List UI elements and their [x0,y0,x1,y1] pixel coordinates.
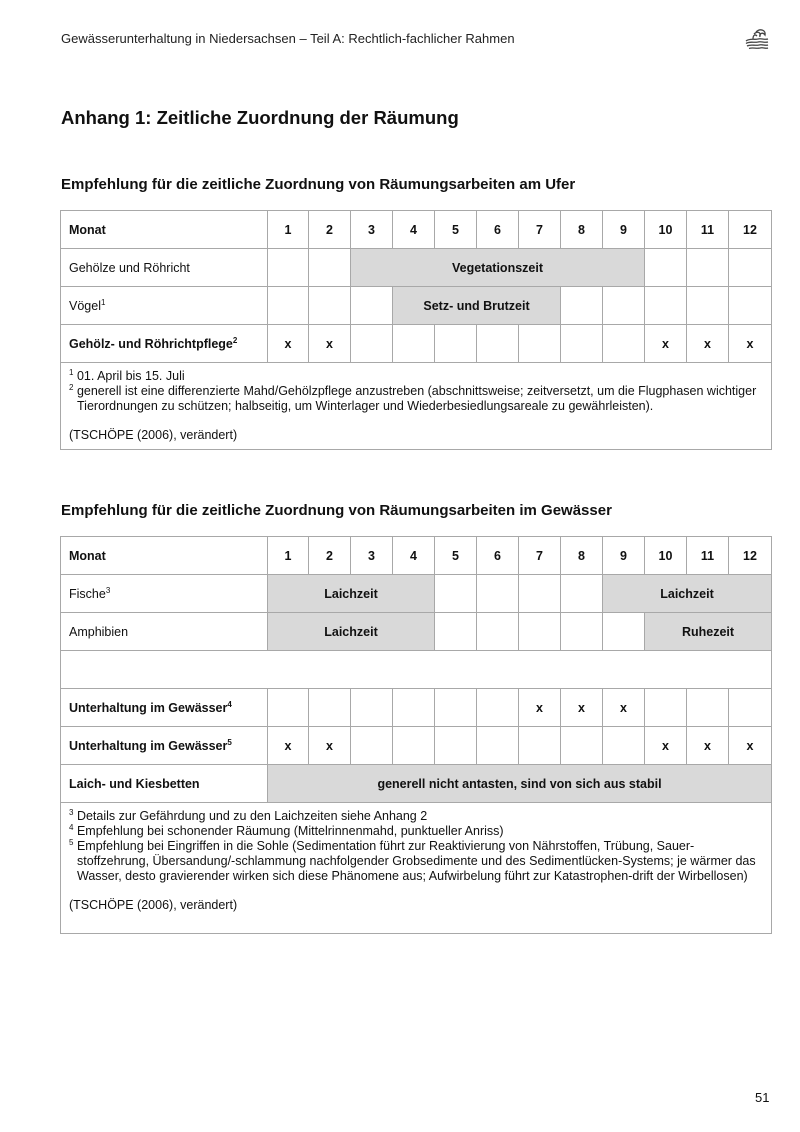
row-label: Gehölze und Röhricht [61,249,268,287]
footnote [69,369,763,384]
mark-cell: x [309,325,351,363]
mark-cell [268,689,309,727]
source-citation: (TSCHÖPE (2006), verändert) [69,428,238,442]
table-row [61,325,772,363]
footnote-text: Details zur Gefährdung und zu den Laichzeiten siehe Anhang 2 [76,809,428,823]
mark-cell [393,727,435,765]
mark-cell: x [687,727,729,765]
footnote-ref: 3 [105,585,111,595]
cell [477,575,519,613]
footnote-text: Empfehlung bei Eingriffen in die Sohle (Sedimentation führt zur Reaktivierung von Nährstoffen, Trübung, Sauer-stoffzehrung, Übersandung/-schlammung nachfolgender Grobsedimente und des Sedimentlücken-Systems; je wärmer das Wasser, desto gravierender wirken sich diese Phänomene aus; Aufwirbelung führt zur Katastrophen-drift der Wirbellosen) [76,839,756,883]
month-6: 6 [477,211,519,249]
footnote-number: 2 [69,382,74,392]
table-row [61,689,772,727]
month-5: 5 [435,211,477,249]
table-row [61,727,772,765]
row-label [61,325,268,363]
month-12: 12 [729,211,772,249]
row-label-text: Vögel [69,298,101,313]
month-5: 5 [435,537,477,575]
mark-cell: x [561,689,603,727]
month-8: 8 [561,537,603,575]
row-label-text: Fische [69,586,106,601]
row-label: Amphibien [61,613,268,651]
month-10: 10 [645,211,687,249]
mark-cell [477,325,519,363]
mark-cell [519,727,561,765]
period-span: Ruhezeit [645,613,772,651]
table-row [61,765,772,803]
period-span: Laichzeit [268,575,435,613]
table-header-row [61,211,772,249]
footnotes [61,803,772,934]
cell [729,287,772,325]
month-12: 12 [729,537,772,575]
notes-row [61,803,772,934]
section-title-ufer: Empfehlung für die zeitliche Zuordnung von Räumungsarbeiten am Ufer [61,176,576,193]
mark-cell: x [519,689,561,727]
cell [309,287,351,325]
cell [477,613,519,651]
mark-cell [561,325,603,363]
row-label-text: Unterhaltung im Gewässer [69,738,228,753]
mark-cell [393,325,435,363]
cell [435,613,477,651]
mark-cell [435,325,477,363]
footnote-number: 1 [69,367,74,377]
mark-cell [435,689,477,727]
month-1: 1 [268,211,309,249]
month-3: 3 [351,537,393,575]
mark-cell [351,325,393,363]
month-8: 8 [561,211,603,249]
page-number: 51 [755,1090,770,1105]
mark-cell [393,689,435,727]
cell [519,613,561,651]
month-10: 10 [645,537,687,575]
month-11: 11 [687,537,729,575]
mark-cell [309,689,351,727]
month-7: 7 [519,211,561,249]
row-label-text: Gehölz- und Röhrichtpflege [69,336,233,351]
footnote [69,809,763,824]
footnote [69,824,763,839]
month-9: 9 [603,211,645,249]
row-label: Laich- und Kiesbetten [61,765,268,803]
table-gewaesser [60,536,772,934]
mark-cell: x [687,325,729,363]
mark-cell [435,727,477,765]
header-label: Monat [61,537,268,575]
mark-cell: x [645,727,687,765]
period-span: Laichzeit [268,613,435,651]
header-label: Monat [61,211,268,249]
row-label [61,689,268,727]
row-label-text: Unterhaltung im Gewässer [69,700,228,715]
row-label [61,287,268,325]
mark-cell [729,689,772,727]
period-span: Laichzeit [603,575,772,613]
mark-cell [687,689,729,727]
table-ufer [60,210,772,450]
month-1: 1 [268,537,309,575]
cell [645,249,687,287]
wave-hand-logo-icon [744,28,770,52]
source-citation: (TSCHÖPE (2006), verändert) [69,898,238,912]
table-row [61,613,772,651]
cell [309,249,351,287]
cell [729,249,772,287]
mark-cell: x [603,689,645,727]
month-11: 11 [687,211,729,249]
cell [435,575,477,613]
cell [645,287,687,325]
cell [519,575,561,613]
cell [351,287,393,325]
footnote-ref: 4 [227,699,232,709]
month-6: 6 [477,537,519,575]
footnote-ref: 5 [227,737,232,747]
month-2: 2 [309,211,351,249]
mark-cell [561,727,603,765]
mark-cell [351,727,393,765]
period-span: Setz- und Brutzeit [393,287,561,325]
mark-cell [519,325,561,363]
cell [687,249,729,287]
footnote-text: generell ist eine differenzierte Mahd/Gehölzpflege anzustreben (abschnittsweise; zeitversetzt, um die Flugphasen wichtiger Tierordnungen zu schützen; halbseitig, um Winterlager und Wiederbesiedlungsareale zu gewährleisten). [76,384,757,413]
mark-cell [477,727,519,765]
spacer-row [61,651,772,689]
footnote [69,384,763,414]
footnote [69,839,763,884]
table-row [61,575,772,613]
mark-cell: x [268,727,309,765]
mark-cell [603,325,645,363]
footnote-number: 3 [69,807,74,817]
mark-cell [603,727,645,765]
month-7: 7 [519,537,561,575]
mark-cell: x [729,727,772,765]
mark-cell: x [645,325,687,363]
cell [268,249,309,287]
page-title: Anhang 1: Zeitliche Zuordnung der Räumung [61,107,459,128]
mark-cell: x [729,325,772,363]
mark-cell: x [309,727,351,765]
section-title-gewaesser: Empfehlung für die zeitliche Zuordnung von Räumungsarbeiten im Gewässer [61,502,612,519]
footnote-ref: 2 [232,335,238,345]
period-span: generell nicht antasten, sind von sich aus stabil [268,765,772,803]
table-row [61,287,772,325]
table-row [61,249,772,287]
cell [603,287,645,325]
mark-cell [477,689,519,727]
month-4: 4 [393,211,435,249]
row-label [61,575,268,613]
footnote-number: 4 [69,822,74,832]
footnote-number: 5 [69,837,74,847]
footnote-ref: 1 [100,297,106,307]
month-2: 2 [309,537,351,575]
table-header-row [61,537,772,575]
cell [561,575,603,613]
mark-cell: x [268,325,309,363]
cell [561,613,603,651]
period-span: Vegetationszeit [351,249,645,287]
footnote-text: Empfehlung bei schonender Räumung (Mittelrinnenmahd, punktueller Anriss) [76,824,504,838]
cell [687,287,729,325]
empty-row [61,651,772,689]
cell [561,287,603,325]
row-label [61,727,268,765]
month-3: 3 [351,211,393,249]
month-4: 4 [393,537,435,575]
notes-row [61,363,772,450]
footnote-text: 01. April bis 15. Juli [76,369,185,383]
cell [603,613,645,651]
mark-cell [645,689,687,727]
footnotes [61,363,772,450]
mark-cell [351,689,393,727]
month-9: 9 [603,537,645,575]
running-header: Gewässerunterhaltung in Niedersachsen – Teil A: Rechtlich-fachlicher Rahmen [61,31,515,46]
cell [268,287,309,325]
